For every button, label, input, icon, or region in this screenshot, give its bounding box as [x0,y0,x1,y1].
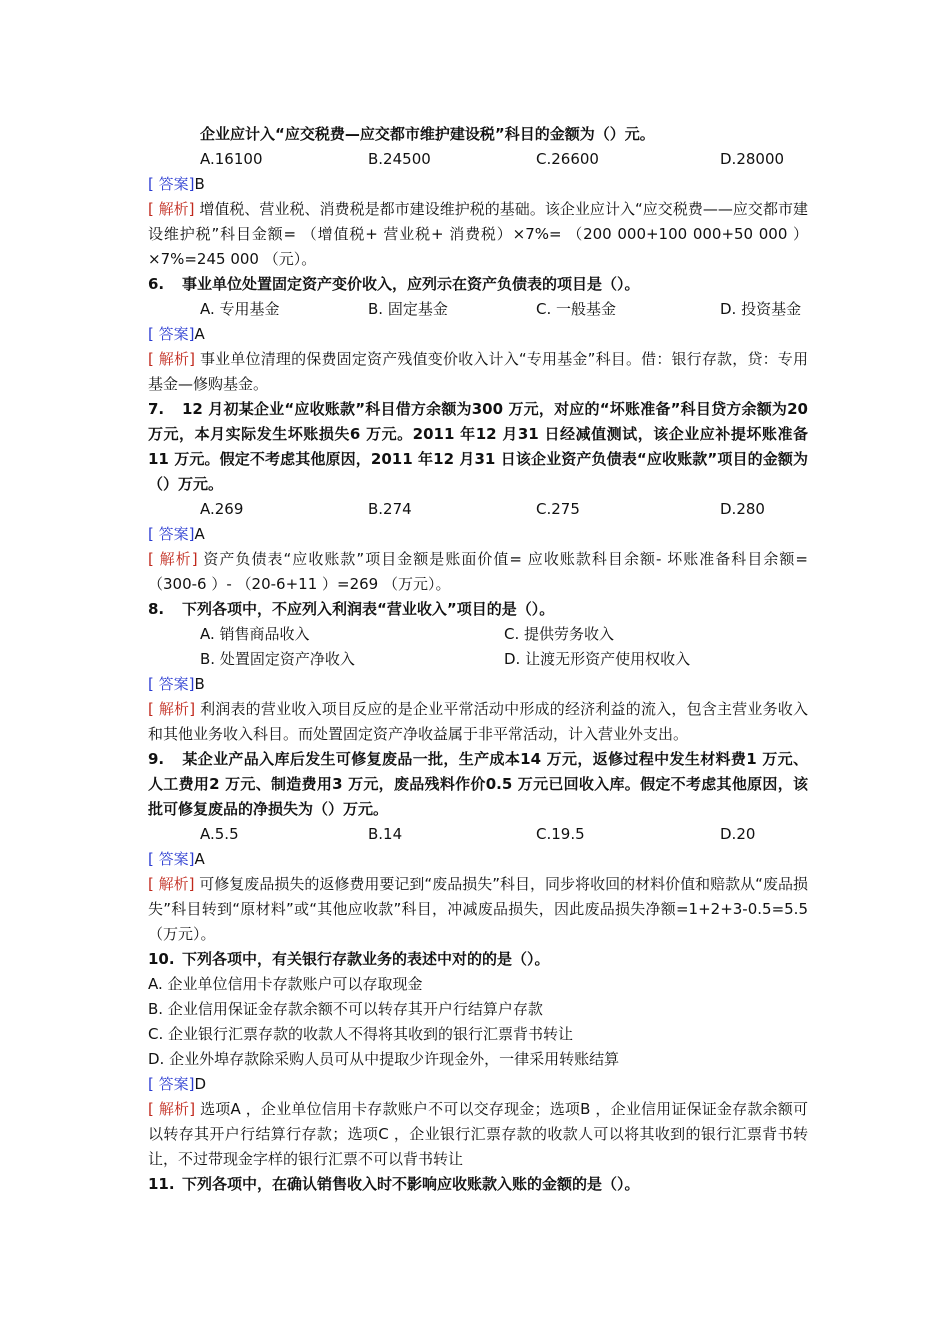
option-a: A. 专用基金 [200,300,280,318]
option-d: D.20 [720,825,756,843]
question-10-option-b: B. 企业信用保证金存款余额不可以转存其开户行结算户存款 [148,1000,543,1018]
question-10-answer [148,1072,808,1097]
question-6 [148,272,808,297]
answer-label: [ 答案] [148,525,195,543]
analysis-label: [ 解析] [148,550,198,568]
option-b: B. 固定基金 [368,300,448,318]
option-b: B. 处置固定资产净收入 [200,650,355,668]
answer-value: A [194,525,205,543]
question-6-options [148,297,808,322]
question-stem: 事业单位处置固定资产变价收入，应列示在资产负债表的项目是（）。 [182,275,640,293]
question-stem: 下列各项中，在确认销售收入时不影响应收账款入账的金额的是（）。 [182,1175,640,1193]
question-6-answer [148,322,808,347]
answer-value: B [194,675,205,693]
question-10-analysis [148,1097,808,1172]
option-b: B.274 [368,500,412,518]
option-c: C. 一般基金 [536,300,617,318]
question-number: 7. [148,400,165,418]
analysis-label: [ 解析] [148,1100,196,1118]
option-d: D.280 [720,500,765,518]
option-a: A.16100 [200,150,263,168]
answer-label: [ 答案] [148,850,195,868]
option-d: D. 让渡无形资产使用权收入 [504,650,691,668]
question-5-stem: 企业应计入“应交税费—应交都市维护建设税”科目的金额为（）元。 [200,125,655,143]
question-9-analysis [148,872,808,947]
question-9-options [148,822,808,847]
question-stem: 某企业产品入库后发生可修复废品一批，生产成本14 万元，返修过程中发生材料费1 万元、人工费用2 万元、制造费用3 万元，废品残料作价0.5 万元已回收入库。假定不考虑其他原因，该批可修复废品的净损失为（）万元。 [148,750,808,818]
analysis-text: 选项A ，企业单位信用卡存款账户不可以交存现金；选项B ，企业信用证保证金存款余额可以转存其开户行结算行存款；选项C ，企业银行汇票存款的收款人可以将其收到的银行汇票背书转让，不过带现金字样的银行汇票不可以背书转让 [148,1100,808,1168]
analysis-text: 增值税、营业税、消费税是都市建设维护税的基础。该企业应计入“应交税费——应交都市建设维护税”科目金额= （增值税+ 营业税+ 消费税）×7%= （200 000+100 000+50 000 ）×7%=245 000 （元）。 [148,200,808,268]
option-c: C. 提供劳务收入 [504,625,615,643]
analysis-label: [ 解析] [148,350,196,368]
question-8 [148,597,808,622]
question-8-answer [148,672,808,697]
option-b: B.24500 [368,150,431,168]
question-7 [148,397,808,497]
analysis-text: 资产负债表“应收账款”项目金额是账面价值= 应收账款科目余额- 坏账准备科目余额= （300-6 ）- （20-6+11 ）=269 （万元）。 [148,550,808,593]
question-9-answer [148,847,808,872]
question-7-analysis [148,547,808,597]
analysis-label: [ 解析] [148,875,195,893]
question-8-options-row-2 [148,647,808,672]
option-a: A. 销售商品收入 [200,625,310,643]
question-number: 9. [148,750,165,768]
option-c: C.275 [536,500,580,518]
analysis-text: 利润表的营业收入项目反应的是企业平常活动中形成的经济利益的流入，包含主营业务收入和其他业务收入科目。而处置固定资产净收益属于非平常活动，计入营业外支出。 [148,700,808,743]
question-7-options [148,497,808,522]
question-10-option-c: C. 企业银行汇票存款的收款人不得将其收到的银行汇票背书转让 [148,1025,574,1043]
option-c: C.26600 [536,150,599,168]
question-10-option-d: D. 企业外埠存款除采购人员可从中提取少许现金外，一律采用转账结算 [148,1050,620,1068]
answer-label: [ 答案] [148,1075,195,1093]
question-8-options-row-1 [148,622,808,647]
question-number: 8. [148,600,165,618]
question-number: 11. [148,1175,175,1193]
analysis-label: [ 解析] [148,700,196,718]
question-stem: 12 月初某企业“应收账款”科目借方余额为300 万元，对应的“坏账准备”科目贷方余额为20 万元，本月实际发生坏账损失6 万元。2011 年12 月31 日经减值测试，该企业应补提坏账准备11 万元。假定不考虑其他原因，2011 年12 月31 日该企业资产负债表“应收账款”项目的金额为（）万元。 [148,400,808,493]
question-5-analysis [148,197,808,272]
answer-value: D [194,1075,207,1093]
answer-value: A [194,850,205,868]
answer-value: B [194,175,205,193]
analysis-label: [ 解析] [148,200,195,218]
question-8-analysis [148,697,808,747]
option-a: A.5.5 [200,825,239,843]
question-number: 10. [148,950,175,968]
question-6-analysis [148,347,808,397]
option-d: D. 投资基金 [720,300,802,318]
question-5-options [148,147,808,172]
analysis-text: 事业单位清理的保费固定资产残值变价收入计入“专用基金”科目。借：银行存款，贷：专用基金—修购基金。 [148,350,808,393]
document-page [148,122,808,1197]
answer-label: [ 答案] [148,675,195,693]
answer-value: A [194,325,205,343]
question-10 [148,947,808,972]
option-a: A.269 [200,500,244,518]
question-7-answer [148,522,808,547]
option-b: B.14 [368,825,403,843]
question-number: 6. [148,275,165,293]
question-stem: 下列各项中，有关银行存款业务的表述中对的的是（）。 [182,950,550,968]
question-9 [148,747,808,822]
answer-label: [ 答案] [148,325,195,343]
option-d: D.28000 [720,150,785,168]
answer-label: [ 答案] [148,175,195,193]
option-c: C.19.5 [536,825,585,843]
question-10-option-a: A. 企业单位信用卡存款账户可以存取现金 [148,975,423,993]
question-5-answer [148,172,808,197]
question-stem: 下列各项中，不应列入利润表“营业收入”项目的是（）。 [182,600,555,618]
analysis-text: 可修复废品损失的返修费用要记到“废品损失”科目，同步将收回的材料价值和赔款从“废品损失”科目转到“原材料”或“其他应收款”科目，冲减废品损失，因此废品损失净额=1+2+3-0.5=5.5 （万元）。 [148,875,808,943]
question-11 [148,1172,808,1197]
